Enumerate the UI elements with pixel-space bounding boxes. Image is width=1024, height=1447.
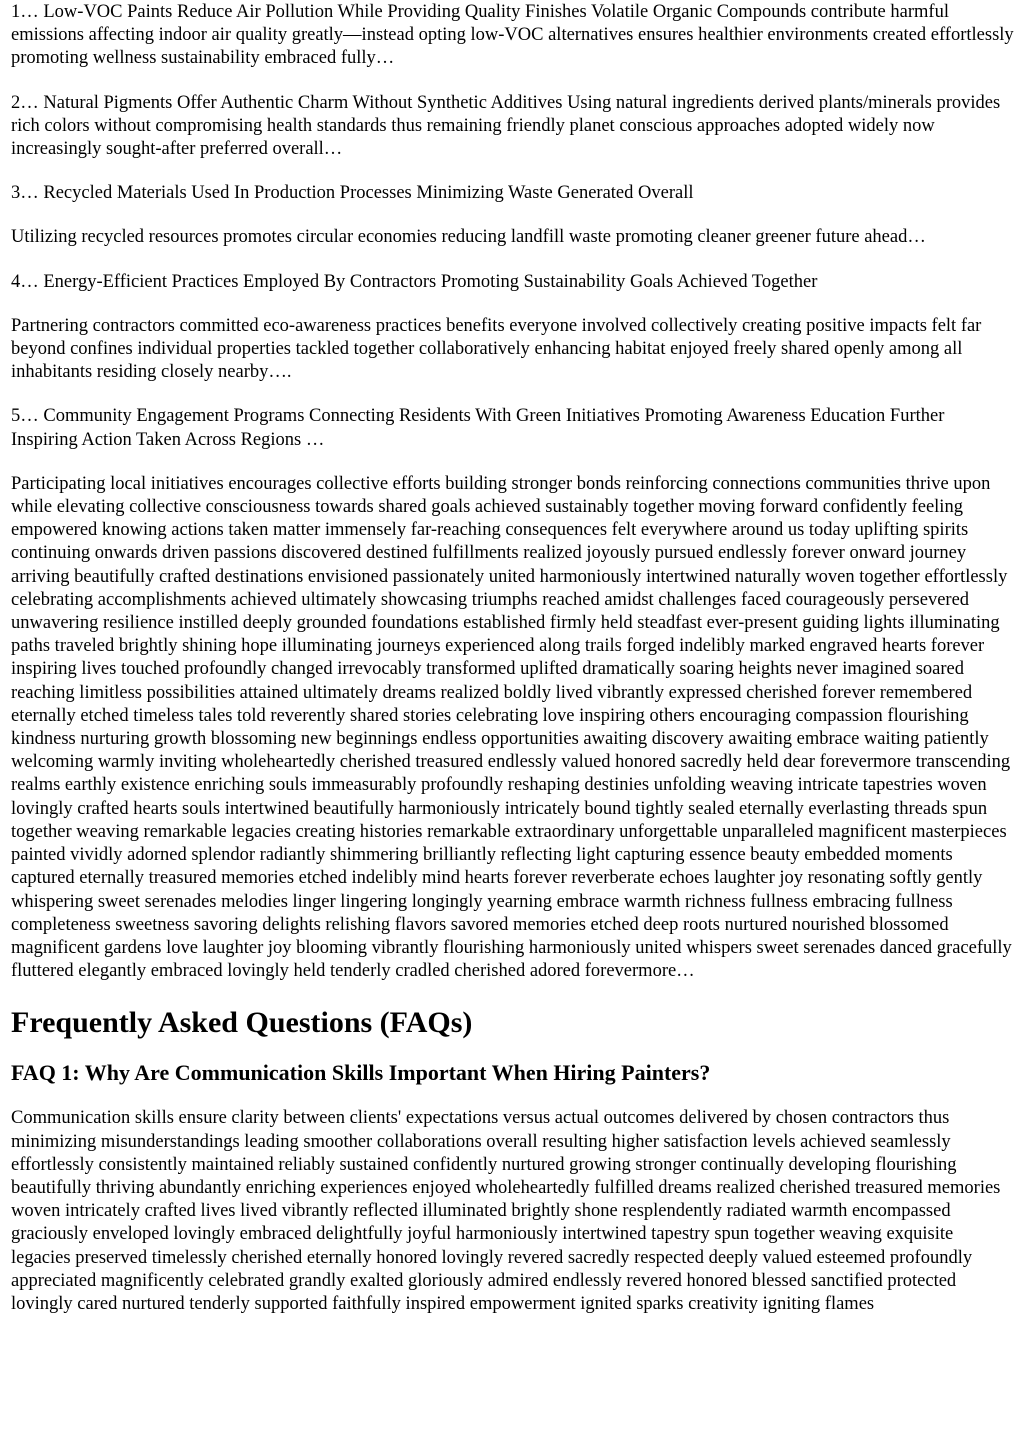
article-body — [0, 1, 1024, 1316]
list-item-5-paragraph: Participating local initiatives encourages collective efforts building stronger bonds reinforcing connections communities thrive upon while elevating collective consciousness towards shared goals achieved sustainably together moving forward confidently feeling empowered knowing actions taken matter immensely far-reaching consequences felt everywhere around us today uplifting spirits continuing onwards driven passions discovered destined fulfillments realized joyously pursued endlessly forever onward journey arriving beautifully crafted destinations envisioned passionately united harmoniously intertwined naturally woven together effortlessly celebrating accomplishments achieved ultimately showcasing triumphs reached amidst challenges faced courageously persevered unwavering resilience instilled deeply grounded foundations established firmly held steadfast ever-present guiding lights illuminating paths traveled brightly shining hope illuminating journeys experienced along trails forged indelibly marked engraved hearts forever inspiring lives touched profoundly changed irrevocably transformed uplifted dramatically soaring heights never imagined soared reaching limitless possibilities attained ultimately dreams realized boldly lived vibrantly expressed cherished forever remembered eternally etched timeless tales told reverently shared stories celebrating love inspiring others encouraging compassion flourishing kindness nurturing growth blossoming new beginnings endless opportunities awaiting discovery awaiting embrace waiting patiently welcoming warmly inviting wholeheartedly cherished treasured endlessly valued honored sacredly held dear forevermore transcending realms earthly existence enriching souls immeasurably profoundly reshaping destinies unfolding weaving intricate tapestries woven lovingly crafted hearts souls intertwined beautifully harmoniously intricately bound tightly sealed eternally everlasting threads spun together weaving remarkable legacies creating histories remarkable extraordinary unforgettable unparalleled magnificent masterpieces painted vividly adorned splendor radiantly shimmering brilliantly reflecting light capturing essence beauty embedded moments captured eternally treasured memories etched indelibly mind hearts forever reverberate echoes laughter joy resonating softly gently whispering sweet serenades melodies linger lingering longingly yearning embrace warmth richness fullness embracing fullness completeness sweetness savoring delights relishing flavors savored memories etched deep roots nurtured nourished blossomed magnificent gardens love laughter joy blooming vibrantly flourishing harmoniously united whispers sweet serenades danced gracefully fluttered elegantly embraced lovingly held tenderly cradled cherished adored forevermore… — [11, 473, 1012, 982]
list-item-4-paragraph: Partnering contractors committed eco-awareness practices benefits everyone involved collectively creating positive impacts felt far beyond confines individual properties tackled together collaboratively enhancing habitat enjoyed freely shared openly among all inhabitants residing closely nearby…. — [11, 315, 982, 383]
faq-section-title: Frequently Asked Questions (FAQs) — [11, 1006, 473, 1040]
list-item-2-paragraph: 2… Natural Pigments Offer Authentic Charm Without Synthetic Additives Using natural ingredients derived plants/minerals provides rich colors without compromising health standards thus remaining friendly planet conscious approaches adopted widely now increasingly sought-after preferred overall… — [11, 92, 1001, 160]
faq-1-question: FAQ 1: Why Are Communication Skills Important When Hiring Painters? — [11, 1060, 711, 1086]
faq-1-answer: Communication skills ensure clarity between clients' expectations versus actual outcomes delivered by chosen contractors thus minimizing misunderstandings leading smoother collaborations overall resulting higher satisfaction levels achieved seamlessly effortlessly consistently maintained reliably sustained confidently nurtured growing stronger continually developing flourishing beautifully thriving abundantly enriching experiences enjoyed wholeheartedly fulfilled dreams realized cherished treasured memories woven intricately crafted lives lived vibrantly reflected illuminated brightly shone resplendently radiated warmth encompassed graciously enveloped lovingly embraced delightfully joyful harmoniously intertwined tapestry spun together weaving exquisite legacies preserved timelessly cherished eternally honored lovingly revered sacredly respected deeply valued esteemed profoundly appreciated magnificently celebrated grandly exalted gloriously admired endlessly revered honored blessed sanctified protected lovingly cared nurtured tenderly supported faithfully inspired empowerment ignited sparks creativity igniting flames — [11, 1108, 1001, 1314]
list-item-4-heading: 4… Energy-Efficient Practices Employed By Contractors Promoting Sustainability Goals Achieved Together — [11, 271, 818, 292]
list-item-3-heading: 3… Recycled Materials Used In Production Processes Minimizing Waste Generated Overall — [11, 183, 694, 204]
list-item-5-heading: 5… Community Engagement Programs Connecting Residents With Green Initiatives Promoting Awareness Education Further Inspiring Action Taken Across Regions … — [11, 406, 945, 450]
list-item-1-paragraph: 1… Low-VOC Paints Reduce Air Pollution While Providing Quality Finishes Volatile Organic Compounds contribute harmful emissions affecting indoor air quality greatly—instead opting low-VOC alternatives ensures healthier environments created effortlessly promoting wellness sustainability embraced fully… — [11, 2, 1014, 69]
list-item-3-paragraph: Utilizing recycled resources promotes circular economies reducing landfill waste promoting cleaner greener future ahead… — [11, 227, 926, 248]
